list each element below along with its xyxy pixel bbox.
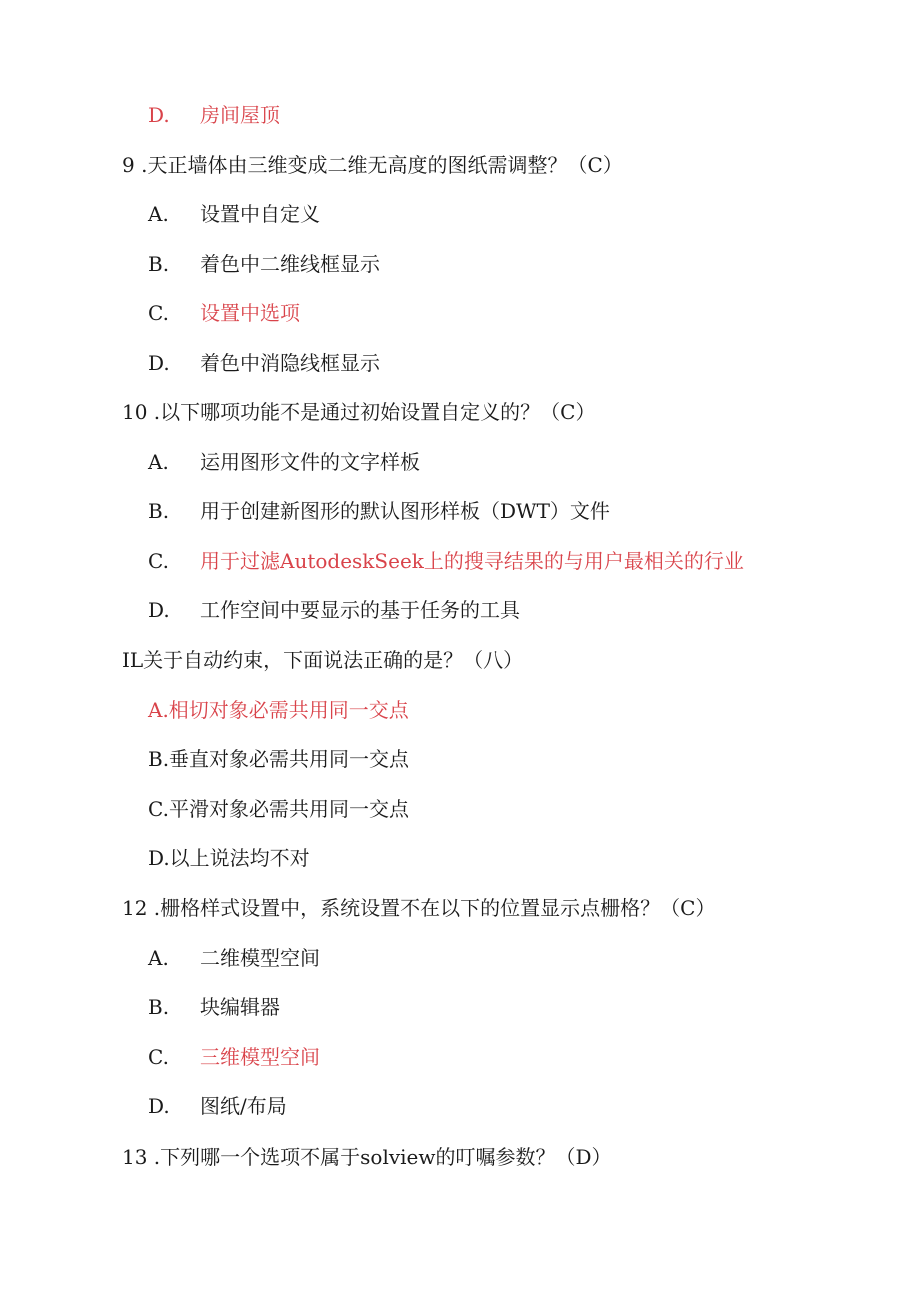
- option-letter: D.: [148, 1094, 170, 1118]
- option-text-answer: 设置中选项: [200, 301, 300, 325]
- option-text: 图纸/布局: [200, 1094, 287, 1118]
- option-text: 用于创建新图形的默认图形样板（DWT）文件: [200, 499, 610, 523]
- q9-question: 9 .天正墙体由三维变成二维无高度的图纸需调整？（C）: [122, 153, 623, 177]
- option-letter: C.: [148, 549, 169, 573]
- q10-question: 10 .以下哪项功能不是通过初始设置自定义的？（C）: [122, 400, 596, 424]
- q11-option-d: D.以上说法均不对: [148, 846, 310, 870]
- option-letter: C.: [148, 1045, 169, 1069]
- option-text-answer: 用于过滤AutodeskSeek上的搜寻结果的与用户最相关的行业: [200, 549, 744, 573]
- option-letter: D.: [148, 103, 170, 127]
- option-letter: A.: [148, 450, 169, 474]
- q11-option-c: C.平滑对象必需共用同一交点: [148, 797, 409, 821]
- option-text: 块编辑器: [200, 995, 280, 1019]
- option-letter: C.: [148, 301, 169, 325]
- q13-question: 13 .下列哪一个选项不属于solview的叮嘱参数？（D）: [122, 1145, 612, 1169]
- option-letter: B.: [148, 995, 170, 1019]
- option-letter: B.: [148, 252, 170, 276]
- option-text: 运用图形文件的文字样板: [200, 450, 420, 474]
- option-text: 工作空间中要显示的基于任务的工具: [200, 598, 520, 622]
- q11-option-a: A.相切对象必需共用同一交点: [148, 698, 409, 722]
- q11-question: IL关于自动约束，下面说法正确的是？（八）: [122, 648, 524, 672]
- option-text-answer: 三维模型空间: [200, 1045, 320, 1069]
- option-letter: B.: [148, 499, 170, 523]
- option-letter: D.: [148, 351, 170, 375]
- option-letter: A.: [148, 202, 169, 226]
- option-letter: D.: [148, 598, 170, 622]
- option-letter: A.: [148, 946, 169, 970]
- option-text: 着色中消隐线框显示: [200, 351, 380, 375]
- q12-question: 12 .栅格样式设置中，系统设置不在以下的位置显示点栅格？（C）: [122, 896, 716, 920]
- option-text: 着色中二维线框显示: [200, 252, 380, 276]
- q11-option-b: B.垂直对象必需共用同一交点: [148, 747, 410, 771]
- option-text: 房间屋顶: [200, 103, 280, 127]
- option-text: 设置中自定义: [200, 202, 320, 226]
- option-text: 二维模型空间: [200, 946, 320, 970]
